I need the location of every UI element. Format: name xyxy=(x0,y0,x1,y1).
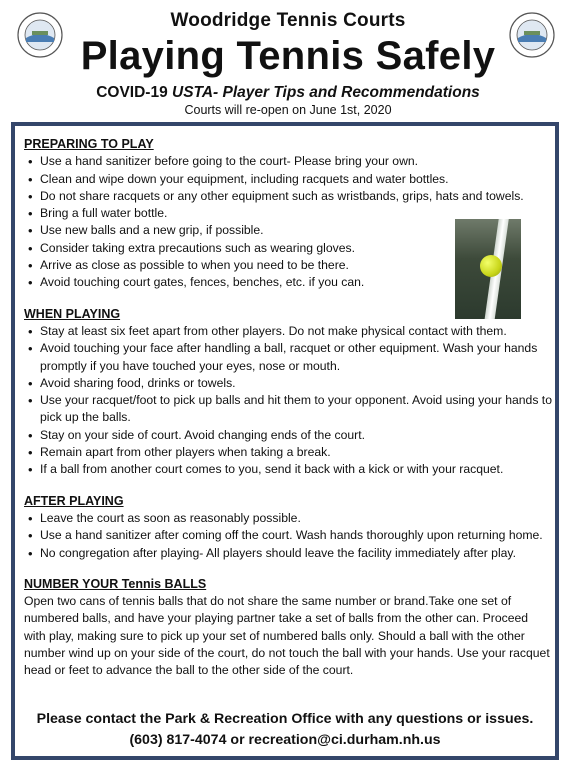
section-title-playing: WHEN PLAYING xyxy=(24,306,121,321)
list-item: • Avoid sharing food, drinks or towels. xyxy=(24,375,552,392)
list-item: • Use your racquet/foot to pick up balls and hit them to your opponent. Avoid using your hands to pick up the balls. xyxy=(24,392,552,427)
list-item: • Avoid touching your face after handling a ball, racquet or other equipment. Wash your hands promptly if you have touched your eyes, nose or mouth. xyxy=(24,340,552,375)
contact-details: (603) 817-4074 or recreation@ci.durham.nh.us xyxy=(129,732,441,748)
list-item: • Use new balls and a new grip, if possible. xyxy=(24,222,552,239)
subtitle-prefix: COVID-19 xyxy=(96,84,173,101)
list-item: • Use a hand sanitizer before going to the court- Please bring your own. xyxy=(24,153,552,170)
reopen-date: Courts will re-open on June 1st, 2020 xyxy=(184,103,392,117)
section-title-after: AFTER PLAYING xyxy=(24,493,124,508)
page-title: Playing Tennis Safely xyxy=(80,34,496,78)
list-preparing xyxy=(24,153,552,291)
list-item: • Bring a full water bottle. xyxy=(24,205,552,222)
location-title: Woodridge Tennis Courts xyxy=(170,10,406,31)
list-item: • Leave the court as soon as reasonably possible. xyxy=(24,510,552,527)
contact-block xyxy=(15,709,555,751)
subtitle-italic: USTA- Player Tips and Recommendations xyxy=(172,84,480,101)
subtitle xyxy=(0,84,576,102)
list-item: • Use a hand sanitizer after coming off the court. Wash hands thoroughly upon returning home. xyxy=(24,527,552,544)
balls-paragraph: Open two cans of tennis balls that do not share the same number or brand.Take one set of numbered balls, and have your playing partner take a set of balls from the other can. Proceed with play, making sure to pick up your set of numbered balls only. Should a ball with the other number wind up on your side of the court, do not touch the ball with your hands. Use your racquet head or feet to advance the ball to the other side of the court. xyxy=(24,594,550,678)
list-after xyxy=(24,510,552,562)
tips-panel xyxy=(11,122,559,760)
list-item: • Consider taking extra precautions such as wearing gloves. xyxy=(24,240,552,257)
list-item: • If a ball from another court comes to you, send it back with a kick or with your racquet. xyxy=(24,461,552,478)
section-title-preparing: PREPARING TO PLAY xyxy=(24,137,154,151)
list-item: • Clean and wipe down your equipment, including racquets and water bottles. xyxy=(24,171,552,188)
contact-message: Please contact the Park & Recreation Office with any questions or issues. xyxy=(36,711,534,727)
list-item: • Stay on your side of court. Avoid changing ends of the court. xyxy=(24,427,552,444)
list-item: • Stay at least six feet apart from other players. Do not make physical contact with them. xyxy=(24,323,552,340)
list-playing xyxy=(24,323,552,479)
header xyxy=(0,0,576,122)
list-item: • Arrive as close as possible to when you need to be there. xyxy=(24,257,552,274)
list-item: • No congregation after playing- All players should leave the facility immediately after play. xyxy=(24,545,552,562)
list-item: • Avoid touching court gates, fences, benches, etc. if you can. xyxy=(24,274,552,291)
list-item: • Do not share racquets or any other equipment such as wristbands, grips, hats and towels. xyxy=(24,188,552,205)
tips-content xyxy=(24,136,552,680)
section-title-balls: NUMBER YOUR Tennis BALLS xyxy=(24,576,207,591)
list-item: • Remain apart from other players when taking a break. xyxy=(24,444,552,461)
